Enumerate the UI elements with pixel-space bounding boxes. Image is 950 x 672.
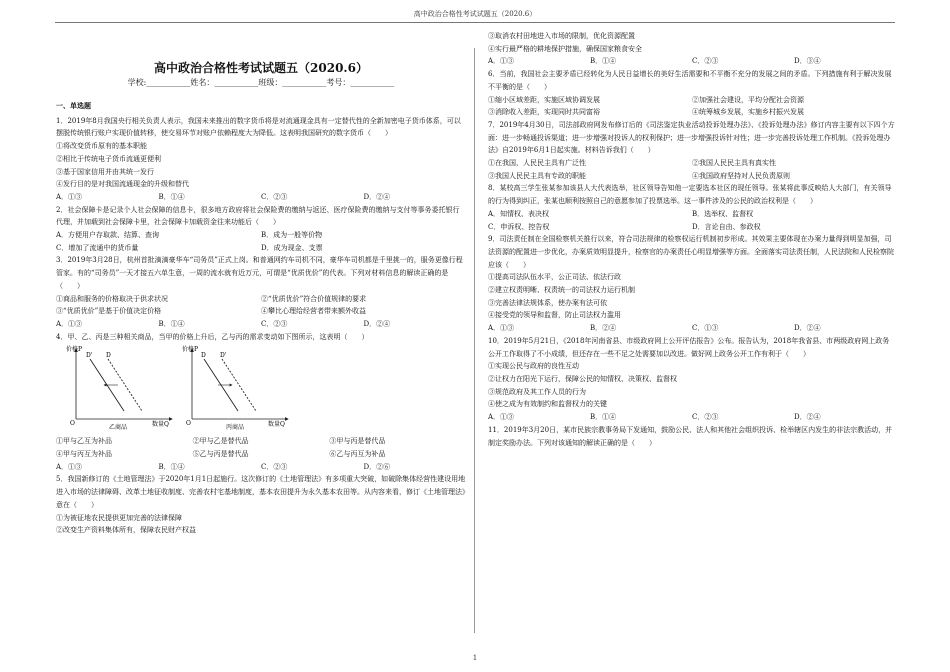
q8-choice-d: D．言论自由、参政权	[692, 222, 761, 231]
q10-choice-b: B．①④	[590, 413, 617, 422]
q8-stem: 8．某校高三学生张某参加该县人大代表选举，社区领导告知他一定要选本社区的现任领导。张某将此事反映给人大部门，有关领导的行为得到纠正，张某也顺利按照自己的意愿参加了投票选举。这一事件涉及的公民的政治权利是（ ）	[488, 184, 892, 206]
q10-opt-4: ④使之成为有效制约和监督权力的关键	[488, 400, 607, 409]
q8-choices-row1	[488, 208, 896, 221]
q1-opt-3: ③基于国家信用并由其统一发行	[56, 167, 154, 176]
q3-opt-3: ③“优质优价”是基于价值决定价格	[56, 307, 162, 316]
q1-opt-2: ②相比于传统电子货币流通更便利	[56, 154, 161, 163]
q10-stem: 10．2019年5月21日，《2018年河南省县、市级政府网上公开评估报告》公布。报告认为，2018年我省县、市两级政府网上政务公开工作取得了不小成绩，但还存在一些不足之处需要加以改进。做好网上政务公开工作有利于（ ）	[488, 336, 890, 358]
q7-stem: 7．2019年4月30日，司法部政府网发布修订后的《司法鉴定执业活动投诉处理办法》、《投诉处理办法》修订内容主要有以下四个方面：进一步畅通投诉渠道；进一步增强对投诉人的权利保护；进一步增强投诉针对性；进一步完善投诉处理工作机制。《投诉处理办法》自2019年6月1日起实施。材料告诉我们（ ）	[488, 120, 895, 155]
q5-opt-3: ③取消农村田地进入市场的限制，优化资源配置	[488, 32, 635, 40]
q5-choice-d: D．③④	[794, 57, 821, 66]
q9-choice-c: C．①③	[692, 324, 719, 333]
q3-stem: 3．2019年3月28日，杭州首批滴滴豪华车“司务员”正式上岗。和普通网约车司机不同，豪华车司机都是千里挑一的，服务更像行程管家。有的“司务员”一天才接五六单生意，一周的流水就有近万元，可谓是“优质优价”的代表。下列对材料信息的解读正确的是（ ）	[56, 256, 463, 290]
q4-opt-1: ①甲与乙互为补品	[56, 437, 112, 446]
student-info-line: 学校:___________姓名：___________班级：___________考号：___________	[127, 78, 395, 87]
q9-choices	[488, 322, 896, 335]
q9-choice-b: B．②④	[590, 324, 617, 333]
section-heading: 一、单选题	[56, 101, 91, 110]
q11-stem: 11．2019年3月20日，某市民族宗教事务局下发通知，鼓励公民、法人和其他社会组织投诉、检举辖区内发生的非法宗教活动，并制定奖励办法。下列对该通知的解读正确的是（ ）	[488, 425, 893, 447]
q4-choice-b: B．①④	[158, 462, 185, 471]
q6-opt-2: ②加强社会建设，平均分配社会资源	[692, 95, 804, 104]
q4-left-xlabel: 数量Q	[152, 421, 169, 429]
q4-demand-svg	[64, 345, 294, 433]
q4-opt-6: ⑥乙与丙互为补品	[329, 450, 386, 459]
q3-opt-2: ②“优质优价”符合价值规律的要求	[261, 294, 367, 303]
q9-opt-1: ①提高司法队伍水平，公正司法、依法行政	[488, 273, 621, 282]
left-column	[56, 54, 466, 537]
q4-left-d-label: D'	[86, 352, 93, 360]
q3-choice-a: A．①③	[56, 319, 83, 328]
q4-opt-5: ⑤乙与丙是替代品	[192, 450, 249, 459]
q6-opt-1: ①缩小区域差距，实施区域协调发展	[488, 95, 600, 104]
q4-opts-row1	[56, 435, 466, 448]
q4-left-d2-label: D	[106, 352, 111, 360]
q7-opts-row1	[488, 157, 896, 170]
q1-choice-d: D．②④	[363, 192, 391, 201]
page-number: 1	[472, 654, 478, 662]
q9-opt-2: ②建立权责明晰、权责统一的司法权力运行机制	[488, 286, 635, 295]
q2-choices-row1	[56, 229, 466, 242]
q2-choice-a: A．方便用户存取款、结算、查询	[56, 231, 160, 240]
q1-stem: 1．2019年8月我国央行相关负责人表示，我国未来推出的数字货币将是对流通现金具有一定替代性的全新加密电子货币体系，可以摆脱传统银行账户实现价值转移，使交易环节对账户依赖程度大为降低。这表明我国研究的数字货币（ ）	[56, 116, 461, 138]
column-divider	[474, 48, 475, 633]
right-column	[488, 30, 896, 449]
q1-opt-4: ④发行目的是对我国流通现金的升级和替代	[56, 180, 189, 189]
q9-opt-4: ④接受党的领导和监督，防止司法权力滥用	[488, 311, 621, 320]
q10-opt-1: ①实现公民与政府的良性互动	[488, 362, 579, 371]
q4-opts-row2	[56, 448, 466, 461]
q1-choice-c: C．②③	[261, 192, 288, 201]
q7-opts-row2	[488, 170, 896, 183]
q2-choice-c: C．增加了流通中的货币量	[56, 243, 139, 252]
q4-choice-a: A．①③	[56, 462, 83, 471]
q4-opt-4: ④甲与丙互为补品	[56, 450, 112, 459]
q10-choices	[488, 411, 896, 424]
q4-right-ylabel: 价格P	[182, 346, 199, 354]
q8-choices-row2	[488, 221, 896, 234]
q4-choice-d: D．②⑥	[363, 462, 391, 471]
page-header: 高中政治合格性考试试题五（2020.6）	[413, 10, 537, 18]
q6-opt-4: ④统筹城乡发展，实施乡村振兴发展	[692, 108, 804, 117]
q7-opt-2: ②我国人民民主具有真实性	[692, 159, 776, 168]
q3-choices	[56, 318, 466, 331]
q4-left-ylabel: 价格P	[66, 346, 83, 354]
q3-opts-row2	[56, 305, 466, 318]
q3-opt-4: ④攀比心理给经营者带来额外收益	[261, 307, 366, 316]
q6-opts-row2	[488, 106, 896, 119]
q3-opts-row1	[56, 293, 466, 306]
q4-opt-2: ②甲与乙是替代品	[192, 437, 249, 446]
page-title: 高中政治合格性考试试题五（2020.6）	[154, 61, 368, 75]
q4-opt-3: ③甲与丙是替代品	[329, 437, 386, 446]
q5-opt-2: ②改变生产资料集体所有，保障农民财产权益	[56, 526, 196, 535]
q2-choices-row2	[56, 242, 466, 255]
q8-choice-a: A．知情权、表决权	[488, 209, 550, 218]
q2-stem: 2．社会保障卡是记录个人社会保障的信息卡，很多地方政府将社会保险费的缴纳与返还、医疗保险费的缴纳与支付等事务委托银行代理，并加载到社会保障卡里，社会保障卡加载资金往来功能后（ ）	[56, 205, 460, 227]
q5-choices	[488, 55, 896, 68]
q4-right-caption: 丙商品	[226, 424, 245, 432]
q9-stem: 9．司法责任制在全国检察机关推行以来，符合司法规律的检察权运行机制初步形成。其效果主要体现在办案力量得到明显加强，司法资源的配置进一步优化，办案质效明显提升，检察官的办案责任心明显增强等方面。全面落实司法责任制，人民法院和人民检察院应该（ ）	[488, 235, 894, 269]
q2-choice-d: D．成为现金、支票	[261, 243, 323, 252]
q3-choice-c: C．②③	[261, 319, 288, 328]
q6-opts-row1	[488, 94, 896, 107]
q7-opt-3: ③我国人民民主具有专政的职能	[488, 171, 586, 180]
q4-left-origin: O	[70, 420, 75, 428]
q10-choice-c: C．②③	[692, 413, 719, 422]
q5-stem: 5．我国新修订的《土地管理法》于2020年1月1日起施行。这次修订的《土地管理法》有多项重大突破，如破除集体经营性建设用地进入市场的法律障碍、改革土地征收制度、完善农村宅基地制度，基本农田提升为永久基本农田等。从内容来看，修订《土地管理法》意在（ ）	[56, 475, 466, 509]
q4-choices	[56, 461, 466, 474]
q3-choice-d: D．②④	[363, 319, 391, 328]
q4-choice-c: C．②③	[261, 462, 288, 471]
q4-stem: 4．甲、乙、丙是三种相关商品，当甲的价格上升后，乙与丙的需求变动如下图所示，这表明（ ）	[56, 332, 369, 341]
q4-right-d-label: D	[201, 352, 206, 360]
q10-choice-d: D．②④	[794, 413, 821, 422]
q3-opt-1: ①商品和服务的价格取决于供求状况	[56, 294, 168, 303]
q5-opt-4: ④实行最严格的耕地保护措施，确保国家粮食安全	[488, 44, 642, 53]
q4-right-xlabel: 数量Q	[268, 421, 285, 429]
q10-choice-a: A．①③	[488, 413, 515, 422]
q1-choice-a: A．①③	[56, 192, 83, 201]
q5-opt-1: ①为被征地农民提供更加完善的法律保障	[56, 513, 182, 522]
q10-opt-3: ③规范政府及其工作人员的行为	[488, 387, 586, 396]
q7-opt-4: ④我国政府坚持对人民负责原则	[692, 171, 790, 180]
q1-opt-1: ①将改变货币原有的基本职能	[56, 142, 147, 151]
q5-choice-c: C．②③	[692, 57, 719, 66]
q6-stem: 6．当前，我国社会主要矛盾已经转化为人民日益增长的美好生活需要和不平衡不充分的发展之间的矛盾。下列措施有利于解决发展不平衡的是（ ）	[488, 70, 892, 91]
q9-choice-a: A．①③	[488, 324, 515, 333]
q6-opt-3: ③消除收入差距，实现同时共同富裕	[488, 108, 600, 117]
q7-opt-1: ①在我国，人民民主具有广泛性	[488, 159, 586, 168]
q5-choice-a: A．①③	[488, 57, 515, 66]
q2-choice-b: B．成为一般等价物	[261, 231, 323, 240]
q5-choice-b: B．①④	[590, 57, 617, 66]
header-rule	[55, 22, 895, 23]
q10-opt-2: ②让权力在阳光下运行，保障公民的知情权、决策权、监督权	[488, 374, 677, 383]
q8-choice-b: B．选举权、监督权	[692, 209, 754, 218]
q1-choices	[56, 191, 466, 204]
q1-choice-b: B．①④	[158, 192, 185, 201]
q4-demand-diagrams	[56, 345, 466, 433]
q4-right-d2-label: D'	[220, 352, 227, 360]
q9-choice-d: D．②④	[794, 324, 821, 333]
q8-choice-c: C．申诉权、控告权	[488, 222, 550, 231]
q3-choice-b: B．①④	[158, 319, 185, 328]
q4-left-caption: 乙商品	[109, 424, 128, 432]
q9-opt-3: ③完善法律法规体系，使办案有法可依	[488, 298, 607, 307]
q4-right-origin: O	[186, 420, 191, 428]
